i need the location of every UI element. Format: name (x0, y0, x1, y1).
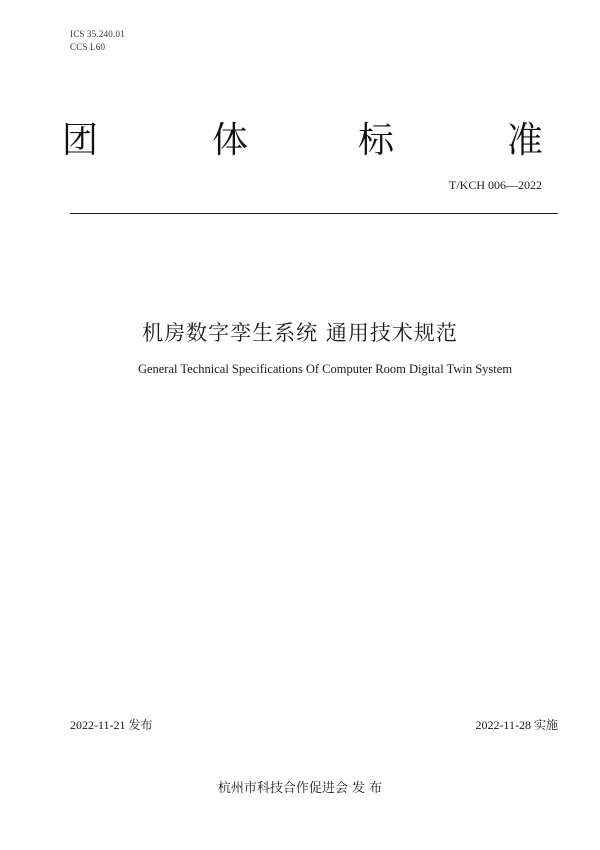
document-title-chinese: 机房数字孪生系统 通用技术规范 (142, 321, 458, 345)
standard-type-banner (0, 112, 600, 162)
issuing-organization: 杭州市科技合作促进会 发 布 (217, 781, 383, 796)
ics-code: ICS 35.240.01 (70, 29, 125, 39)
standard-number: T/KCH 006—2022 (449, 178, 542, 192)
banner-char: 标 (358, 120, 395, 161)
document-title-english: General Technical Specifications Of Computer Room Digital Twin System (137, 362, 513, 376)
banner-char: 准 (507, 120, 544, 161)
implementation-date: 2022-11-28 实施 (475, 718, 558, 732)
header-divider (70, 213, 558, 214)
banner-char: 体 (212, 120, 249, 161)
banner-char: 团 (62, 120, 99, 161)
ccs-code: CCS L60 (70, 42, 106, 52)
publish-date: 2022-11-21 发布 (70, 718, 153, 732)
